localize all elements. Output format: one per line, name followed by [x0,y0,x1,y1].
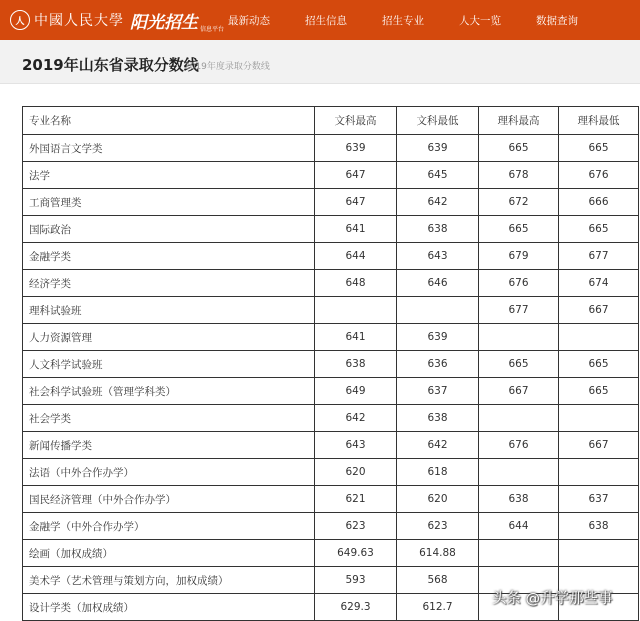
score-cell: 665 [559,351,639,378]
score-cell [559,405,639,432]
page-title: 2019年山东省录取分数线 [22,56,199,74]
nav-item-overview[interactable]: 人大一览 [459,14,501,27]
score-cell: 667 [559,297,639,324]
score-cell: 677 [559,243,639,270]
top-nav-bar [0,0,640,40]
score-cell [397,297,479,324]
table-header-row [23,107,639,135]
table-row [23,297,639,324]
score-cell: 639 [397,324,479,351]
score-cell: 636 [397,351,479,378]
major-name-cell: 工商管理类 [23,189,315,216]
major-name-cell: 美术学（艺术管理与策划方向，加权成绩） [23,567,315,594]
score-cell: 666 [559,189,639,216]
score-cell: 643 [315,432,397,459]
table-row [23,351,639,378]
slogan-sub: 信息平台 [200,25,225,33]
major-name-cell: 法学 [23,162,315,189]
score-cell: 638 [479,486,559,513]
major-name-cell: 社会科学试验班（管理学科类） [23,378,315,405]
score-cell [559,324,639,351]
watermark: 头条 @升学那些事 [492,591,613,607]
column-header: 理科最低 [559,107,639,135]
major-name-cell: 国民经济管理（中外合作办学） [23,486,315,513]
score-cell: 665 [559,135,639,162]
score-cell [479,405,559,432]
score-cell: 638 [397,405,479,432]
major-name-cell: 新闻传播学类 [23,432,315,459]
score-cell: 647 [315,162,397,189]
score-cell: 678 [479,162,559,189]
major-name-cell: 金融学类 [23,243,315,270]
site-logo[interactable] [10,0,224,40]
score-cell: 642 [397,432,479,459]
score-cell: 649.63 [315,540,397,567]
score-cell: 677 [479,297,559,324]
table-row [23,513,639,540]
major-name-cell: 理科试验班 [23,297,315,324]
score-cell: 649 [315,378,397,405]
score-cell [559,459,639,486]
score-cell: 621 [315,486,397,513]
nav-item-news[interactable]: 最新动态 [228,14,270,27]
major-name-cell: 金融学（中外合作办学） [23,513,315,540]
major-name-cell: 人文科学试验班 [23,351,315,378]
table-row [23,216,639,243]
score-cell: 639 [397,135,479,162]
score-cell [559,540,639,567]
score-cell: 620 [315,459,397,486]
major-name-cell: 人力资源管理 [23,324,315,351]
table-body [23,135,639,621]
slogan: 阳光招生 [130,12,198,33]
score-cell: 620 [397,486,479,513]
score-cell: 641 [315,216,397,243]
score-cell: 614.88 [397,540,479,567]
column-header: 文科最低 [397,107,479,135]
table-row [23,324,639,351]
university-name: 中國人民大學 [34,13,124,29]
score-cell: 568 [397,567,479,594]
score-cell: 648 [315,270,397,297]
score-cell: 665 [479,216,559,243]
university-seal-icon: 人 [10,10,30,30]
score-cell: 638 [397,216,479,243]
score-cell: 676 [559,162,639,189]
major-name-cell: 国际政治 [23,216,315,243]
score-cell: 637 [559,486,639,513]
score-cell: 672 [479,189,559,216]
table-row [23,540,639,567]
score-cell [479,540,559,567]
page-title-bar [0,40,640,84]
score-cell: 665 [559,378,639,405]
major-name-cell: 绘画（加权成绩） [23,540,315,567]
table-row [23,189,639,216]
score-cell: 593 [315,567,397,594]
major-name-cell: 社会学类 [23,405,315,432]
score-cell: 644 [479,513,559,540]
score-cell: 674 [559,270,639,297]
page-subtitle: 2019年度录取分数线 [184,62,270,72]
table-row [23,378,639,405]
column-header: 理科最高 [479,107,559,135]
score-cell: 612.7 [397,594,479,621]
score-cell: 667 [479,378,559,405]
score-cell: 642 [315,405,397,432]
score-cell: 638 [559,513,639,540]
score-cell: 667 [559,432,639,459]
score-cell: 676 [479,432,559,459]
score-cell: 639 [315,135,397,162]
score-cell: 647 [315,189,397,216]
table-row [23,270,639,297]
table-row [23,405,639,432]
score-cell: 676 [479,270,559,297]
score-cell: 665 [479,351,559,378]
major-name-cell: 经济学类 [23,270,315,297]
table-row [23,243,639,270]
major-name-cell: 法语（中外合作办学） [23,459,315,486]
score-cell: 645 [397,162,479,189]
score-cell: 644 [315,243,397,270]
table-row [23,432,639,459]
score-cell: 642 [397,189,479,216]
table-row [23,459,639,486]
major-name-cell: 设计学类（加权成绩） [23,594,315,621]
table-row [23,135,639,162]
score-cell: 665 [559,216,639,243]
score-cell: 641 [315,324,397,351]
table-row [23,162,639,189]
score-cell: 629.3 [315,594,397,621]
score-cell [479,324,559,351]
table-row [23,486,639,513]
score-cell [479,459,559,486]
column-header: 文科最高 [315,107,397,135]
score-cell: 618 [397,459,479,486]
score-cell: 646 [397,270,479,297]
score-cell: 637 [397,378,479,405]
score-cell: 643 [397,243,479,270]
nav-item-admission-info[interactable]: 招生信息 [305,14,347,27]
score-cell: 665 [479,135,559,162]
score-cell: 638 [315,351,397,378]
nav-item-majors[interactable]: 招生专业 [382,14,424,27]
column-header: 专业名称 [23,107,315,135]
score-cell [315,297,397,324]
score-cell: 623 [397,513,479,540]
score-table [22,106,639,621]
score-cell: 679 [479,243,559,270]
score-cell: 623 [315,513,397,540]
nav-item-data-query[interactable]: 数据查询 [536,14,578,27]
major-name-cell: 外国语言文学类 [23,135,315,162]
